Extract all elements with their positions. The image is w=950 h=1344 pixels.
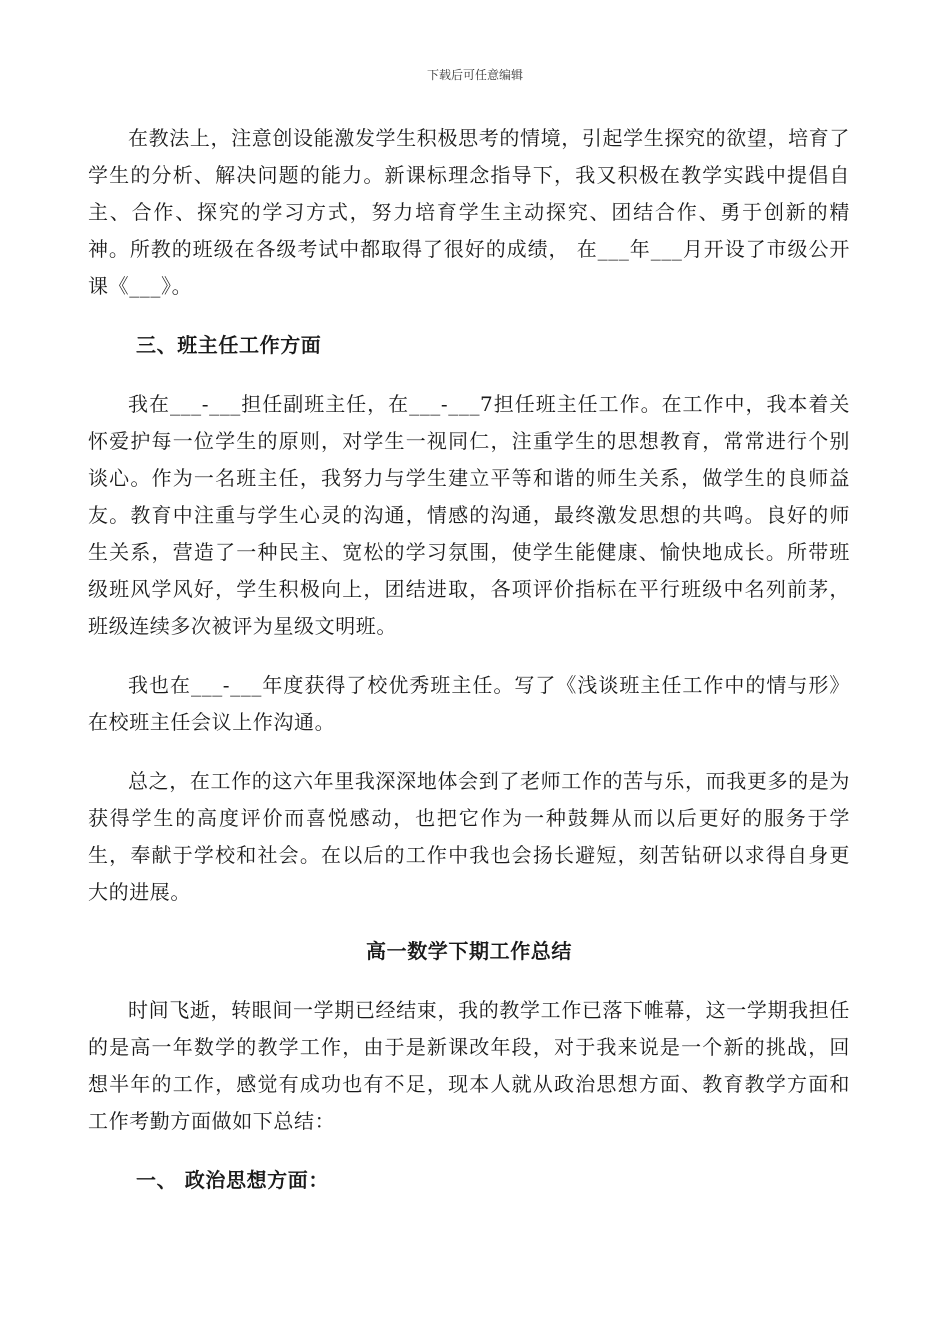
section-heading-class-teacher: 三、班主任工作方面 [136, 333, 322, 357]
paragraph-award: 我也在___-___年度获得了校优秀班主任。写了《浅谈班主任工作中的情与形》在校班主任会议上作沟通。 [88, 673, 850, 734]
paragraph-intro: 时间飞逝，转眼间一学期已经结束，我的教学工作已落下帷幕，这一学期我担任的是高一年数学的教学工作，由于是新课改年段，对于我来说是一个新的挑战，回想半年的工作，感觉有成功也有不足，现本人就从政治思想方面、教育教学方面和工作考勤方面做如下总结： [88, 998, 850, 1133]
paragraph-class-teacher-work: 我在___-___担任副班主任，在___-___7担任班主任工作。在工作中，我本着关怀爱护每一位学生的原则，对学生一视同仁，注重学生的思想教育，常常进行个别谈心。作为一名班主任，我努力与学生建立平等和谐的师生关系，做学生的良师益友。教育中注重与学生心灵的沟通，情感的沟通，最终激发思想的共鸣。良好的师生关系，营造了一种民主、宽松的学习氛围，使学生能健康、愉快地成长。所带班级班风学风好，学生积极向上，团结进取，各项评价指标在平行班级中名列前茅，班级连续多次被评为星级文明班。 [88, 392, 850, 638]
document-title: 高一数学下期工作总结 [366, 939, 572, 963]
section-heading-political: 一、 政治思想方面： [136, 1168, 329, 1192]
paragraph-teaching-method: 在教法上，注意创设能激发学生积极思考的情境，引起学生探究的欲望，培育了学生的分析、解决问题的能力。新课标理念指导下，我又积极在教学实践中提倡自主、合作、探究的学习方式，努力培育学生主动探究、团结合作、勇于创新的精神。所教的班级在各级考试中都取得了很好的成绩， 在___年___月开设了市级公开课《___》。 [88, 126, 850, 298]
paragraph-summary: 总之，在工作的这六年里我深深地体会到了老师工作的苦与乐，而我更多的是为获得学生的高度评价而喜悦感动，也把它作为一种鼓舞从而以后更好的服务于学生，奉献于学校和社会。在以后的工作中我也会扬长避短，刻苦钻研以求得自身更大的进展。 [88, 769, 850, 904]
document-body [88, 90, 850, 1199]
page-header-note: 下载后可任意编辑 [426, 68, 523, 82]
